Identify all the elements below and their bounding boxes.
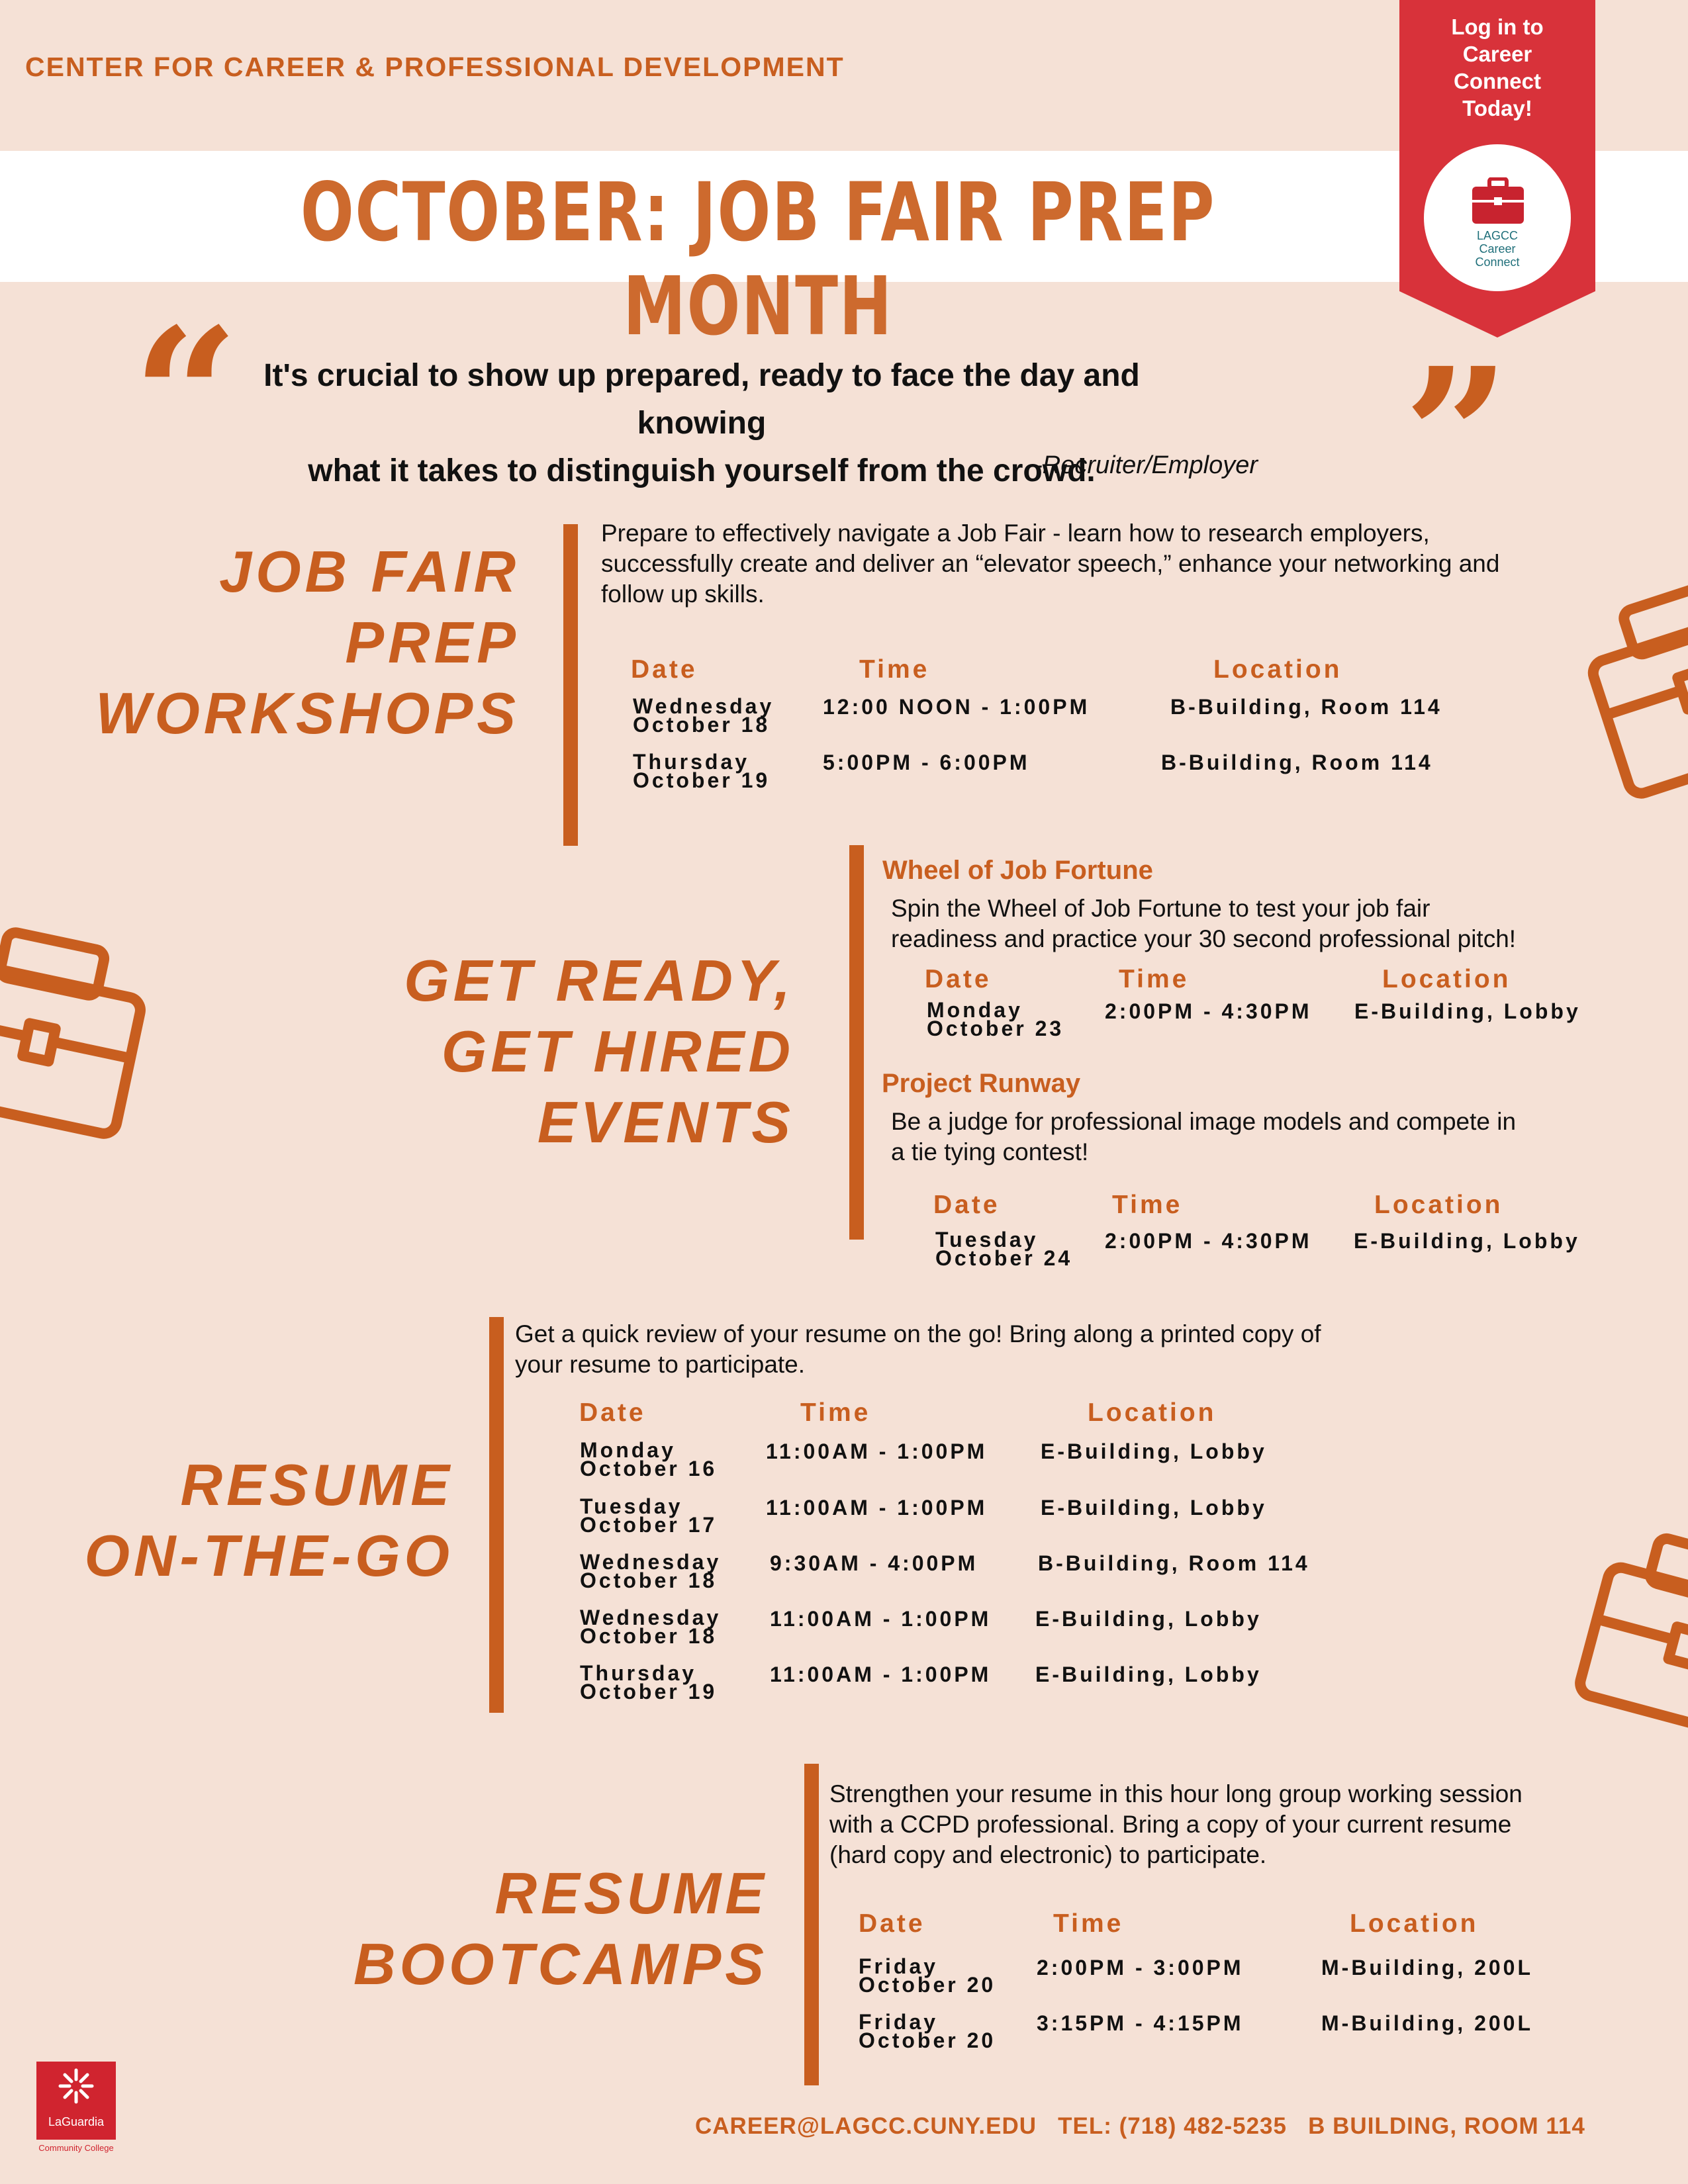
row-time: 2:00PM - 4:30PM	[1105, 999, 1312, 1023]
row-date-text: October 17	[580, 1513, 718, 1537]
row-date	[633, 694, 774, 737]
desc-line: Prepare to effectively navigate a Job Fair - learn how to research employers,	[601, 520, 1430, 547]
career-connect-login-link[interactable]	[1399, 13, 1595, 122]
banner-line: Career	[1462, 42, 1532, 66]
resume-go-description	[515, 1319, 1442, 1380]
row-time: 5:00PM - 6:00PM	[823, 751, 1030, 774]
row-day: Friday	[859, 1954, 939, 1978]
quote-attribution: -Recruiter/Employer	[1034, 451, 1258, 479]
desc-line: successfully create and deliver an “elevator speech,” enhance your networking and	[601, 550, 1500, 577]
row-time: 11:00AM - 1:00PM	[770, 1607, 992, 1631]
section-divider	[489, 1317, 504, 1713]
row-day: Monday	[927, 998, 1023, 1022]
open-quote-icon: “	[132, 288, 240, 506]
time-header: Time	[800, 1398, 871, 1427]
banner-line: Log in to	[1451, 15, 1544, 39]
row-date	[859, 1954, 996, 1997]
row-date	[580, 1550, 722, 1592]
row-day: Wednesday	[580, 1606, 722, 1629]
row-time: 2:00PM - 4:30PM	[1105, 1229, 1312, 1253]
briefcase-icon	[1569, 1529, 1688, 1741]
event-description	[891, 1107, 1652, 1167]
location-header: Location	[1374, 1191, 1503, 1219]
row-date-text: October 19	[633, 768, 771, 792]
title-line: ON-THE-GO	[84, 1523, 453, 1588]
row-day: Wednesday	[580, 1550, 722, 1574]
row-location: E-Building, Lobby	[1041, 1496, 1267, 1520]
row-date	[935, 1228, 1073, 1270]
row-time: 11:00AM - 1:00PM	[766, 1496, 988, 1520]
time-header: Time	[1053, 1909, 1124, 1938]
laguardia-logo-name: LaGuardia	[48, 2115, 105, 2128]
row-date-text: October 18	[580, 1569, 718, 1592]
row-time: 9:30AM - 4:00PM	[770, 1551, 978, 1575]
briefcase-icon	[0, 927, 146, 1152]
row-time: 2:00PM - 3:00PM	[1037, 1956, 1244, 1979]
event-title-runway: Project Runway	[882, 1069, 1081, 1098]
row-date	[580, 1661, 718, 1704]
row-date-text: October 20	[859, 2028, 996, 2052]
section-divider	[849, 845, 864, 1240]
contact-info[interactable]: CAREER@LAGCC.CUNY.EDU TEL: (718) 482-5235 B BUILDING, ROOM 114	[695, 2113, 1585, 2139]
desc-line: Strengthen your resume in this hour long group working session	[829, 1780, 1523, 1807]
quote-line: what it takes to distinguish yourself from the crowd.	[308, 453, 1096, 488]
workshops-description	[601, 518, 1594, 610]
row-date	[580, 1494, 718, 1537]
events-title	[199, 945, 794, 1158]
desc-line: Spin the Wheel of Job Fortune to test your job fair	[891, 895, 1430, 922]
title-line: RESUME	[180, 1452, 453, 1518]
title-line: WORKSHOPS	[95, 680, 520, 746]
row-location: E-Building, Lobby	[1041, 1439, 1267, 1463]
row-date	[580, 1438, 718, 1480]
date-header: Date	[925, 965, 992, 993]
title-line: GET READY,	[404, 948, 794, 1013]
banner-line: Connect	[1454, 69, 1541, 93]
row-location: B-Building, Room 114	[1170, 695, 1442, 719]
location-header: Location	[1382, 965, 1511, 993]
bootcamps-title	[278, 1858, 768, 1999]
date-header: Date	[859, 1909, 925, 1938]
row-day: Thursday	[580, 1661, 697, 1685]
row-time: 11:00AM - 1:00PM	[766, 1439, 988, 1463]
row-location: E-Building, Lobby	[1035, 1607, 1262, 1631]
time-header: Time	[1112, 1191, 1183, 1219]
desc-line: (hard copy and electronic) to participate.	[829, 1841, 1267, 1868]
title-line: GET HIRED	[441, 1019, 794, 1084]
row-location: M-Building, 200L	[1321, 2011, 1533, 2035]
career-connect-logo-text	[1424, 229, 1571, 269]
section-divider	[563, 524, 578, 846]
row-date-text: October 20	[859, 1973, 996, 1997]
row-date	[580, 1606, 722, 1648]
logo-line: Connect	[1475, 255, 1520, 269]
close-quote-icon: ”	[1403, 328, 1511, 545]
title-line: PREP	[345, 610, 520, 675]
desc-line: Get a quick review of your resume on the go! Bring along a printed copy of	[515, 1320, 1321, 1347]
briefcase-icon	[1575, 569, 1688, 807]
row-location: E-Building, Lobby	[1035, 1662, 1262, 1686]
row-time: 12:00 NOON - 1:00PM	[823, 695, 1090, 719]
row-day: Tuesday	[580, 1494, 683, 1518]
row-date-text: October 18	[580, 1624, 718, 1648]
laguardia-logo-subtitle: Community College	[38, 2143, 114, 2153]
row-location: M-Building, 200L	[1321, 1956, 1533, 1979]
logo-line: Career	[1479, 242, 1516, 255]
location-header: Location	[1213, 655, 1342, 684]
event-title-wheel: Wheel of Job Fortune	[882, 856, 1153, 885]
org-name: CENTER FOR CAREER & PROFESSIONAL DEVELOPMENT	[25, 52, 845, 82]
row-location: B-Building, Room 114	[1161, 751, 1433, 774]
resume-go-title	[20, 1449, 453, 1591]
desc-line: Be a judge for professional image models and compete in	[891, 1108, 1517, 1135]
desc-line: readiness and practice your 30 second professional pitch!	[891, 925, 1517, 952]
location-header: Location	[1350, 1909, 1479, 1938]
title-line: JOB FAIR	[219, 539, 520, 604]
banner-line: Today!	[1462, 96, 1532, 120]
title-line: RESUME	[494, 1860, 768, 1926]
row-day: Tuesday	[935, 1228, 1039, 1251]
row-day: Monday	[580, 1438, 676, 1462]
desc-line: follow up skills.	[601, 580, 765, 608]
row-date	[859, 2010, 996, 2052]
section-divider	[804, 1764, 819, 2085]
date-header: Date	[631, 655, 698, 684]
row-date-text: October 24	[935, 1246, 1073, 1270]
row-day: Thursday	[633, 750, 750, 774]
row-time: 11:00AM - 1:00PM	[770, 1662, 992, 1686]
row-day: Friday	[859, 2010, 939, 2034]
page-title: OCTOBER: JOB FAIR PREP MONTH	[300, 165, 1216, 353]
desc-line: a tie tying contest!	[891, 1138, 1089, 1165]
row-date-text: October 19	[580, 1680, 718, 1704]
row-date-text: October 18	[633, 713, 771, 737]
desc-line: your resume to participate.	[515, 1351, 806, 1378]
row-date-text: October 23	[927, 1017, 1064, 1040]
location-header: Location	[1088, 1398, 1217, 1427]
date-header: Date	[933, 1191, 1000, 1219]
title-line: BOOTCAMPS	[353, 1931, 768, 1997]
row-location: B-Building, Room 114	[1038, 1551, 1310, 1575]
briefcase-icon	[1471, 177, 1525, 225]
row-time: 3:15PM - 4:15PM	[1037, 2011, 1244, 2035]
row-location: E-Building, Lobby	[1354, 999, 1581, 1023]
desc-line: with a CCPD professional. Bring a copy of your current resume	[829, 1811, 1512, 1838]
title-line: EVENTS	[537, 1089, 794, 1155]
starburst-icon	[56, 2066, 96, 2106]
logo-line: LAGCC	[1476, 229, 1518, 242]
time-header: Time	[1119, 965, 1190, 993]
row-date	[633, 752, 770, 790]
event-description	[891, 893, 1652, 954]
date-header: Date	[579, 1398, 646, 1427]
workshops-title	[26, 536, 520, 749]
row-date-text: October 16	[580, 1457, 718, 1480]
row-date	[927, 998, 1064, 1040]
row-day: Wednesday	[633, 694, 774, 718]
bootcamps-description	[829, 1779, 1657, 1870]
row-location: E-Building, Lobby	[1354, 1229, 1580, 1253]
time-header: Time	[859, 655, 930, 684]
quote-line: It's crucial to show up prepared, ready to face the day and knowing	[263, 358, 1140, 441]
